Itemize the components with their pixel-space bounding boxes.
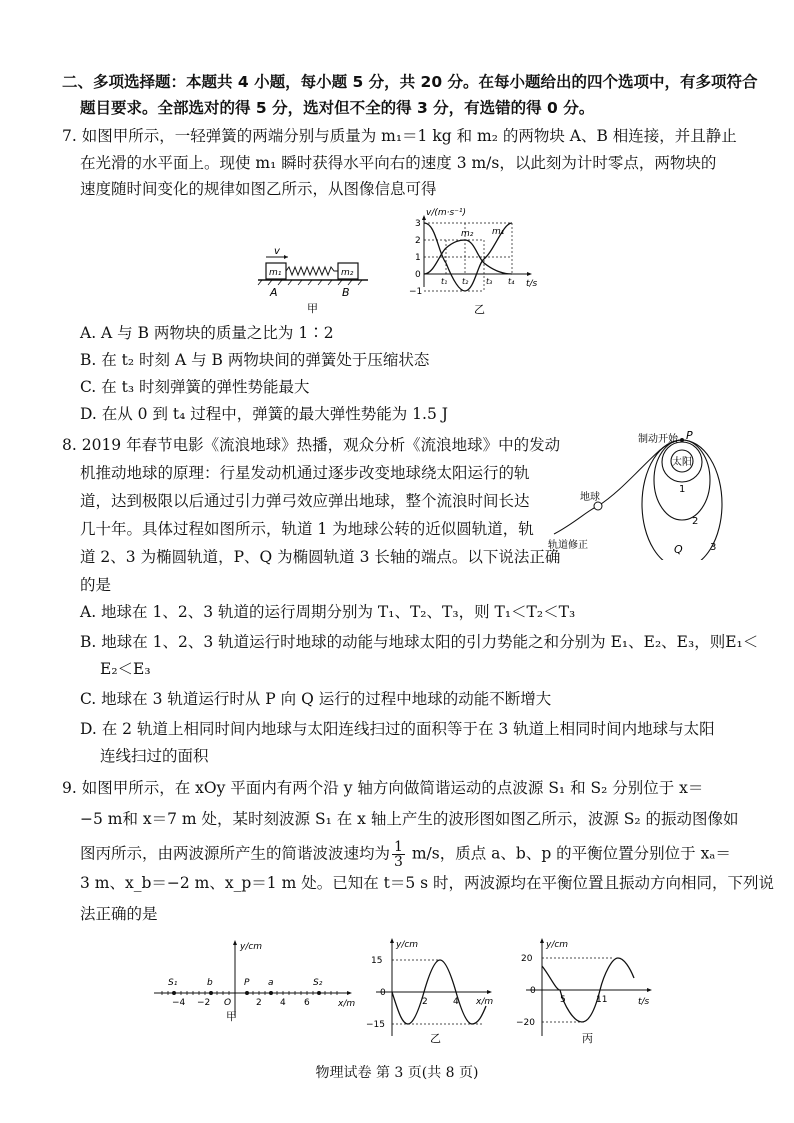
svg-text:O: O	[224, 998, 232, 1008]
q7-option-a: A. A 与 B 两物块的质量之比为 1∶2	[80, 324, 334, 342]
q9-figure-yi	[362, 936, 502, 1044]
svg-text:4: 4	[280, 998, 286, 1008]
q9-text-line1: 9. 如图甲所示，在 xOy 平面内有两个沿 y 轴方向做简谐运动的点波源 S₁ 和 S₂ 分别位于 x＝	[62, 779, 704, 797]
q9-jia-caption: 甲	[226, 1010, 237, 1022]
q9-text-line4: 3 m、x_b＝−2 m、x_p＝1 m 处。已知在 t＝5 s 时，两波源均在平衡位置且振动方向相同，下列说	[80, 874, 775, 892]
svg-text:m₂: m₂	[341, 268, 354, 278]
q7-jia-caption: 甲	[307, 302, 318, 315]
svg-text:S₁: S₁	[168, 978, 178, 988]
svg-text:t₁: t₁	[441, 277, 448, 286]
svg-text:1: 1	[415, 253, 421, 263]
svg-text:15: 15	[371, 956, 383, 966]
q7-yi-xlabel: t/s	[526, 279, 538, 289]
svg-text:4: 4	[453, 997, 459, 1007]
q8-brake-label: 制动开始	[638, 434, 678, 445]
section-heading-line1: 二、多项选择题：本题共 4 小题，每小题 5 分，共 20 分。在每小题给出的四个选项中，有多项符合	[62, 73, 758, 91]
q7-jia-label-a: A	[270, 286, 278, 299]
q8-point-q-label: Q	[674, 543, 683, 556]
q9-fraction: $\frac{1}{3}$	[394, 839, 403, 870]
svg-text:20: 20	[521, 954, 533, 964]
svg-text:2: 2	[256, 998, 262, 1008]
svg-text:0: 0	[415, 270, 421, 280]
q8-text-line6: 的是	[80, 576, 112, 594]
q8-option-b-line1: B. 地球在 1、2、3 轨道运行时地球的动能与地球太阳的引力势能之和分别为 E₁、E₂、E₃，则E₁＜	[80, 633, 759, 651]
svg-text:−2: −2	[197, 998, 211, 1008]
q7-option-b: B. 在 t₂ 时刻 A 与 B 两物块间的弹簧处于压缩状态	[80, 351, 430, 369]
svg-text:x/m: x/m	[476, 997, 494, 1007]
svg-text:b: b	[207, 978, 213, 988]
q9-text-line5: 法正确的是	[80, 905, 158, 923]
q7-yi-caption: 乙	[474, 303, 485, 316]
q9-text-line3: 图丙所示，由两波源所产生的简谐波波速均为 $\frac{1}{3}$ m/s，质点 a、b、p 的平衡位置分别位于 xₐ＝	[80, 839, 731, 870]
svg-text:t/s: t/s	[638, 997, 650, 1007]
q7-yi-ylabel: v/(m·s⁻¹)	[426, 208, 467, 218]
q8-earth	[594, 502, 602, 510]
q8-text-line2: 机推动地球的原理：行星发动机通过逐步改变地球绕太阳运行的轨	[80, 464, 530, 482]
svg-text:5: 5	[560, 995, 566, 1005]
q7-jia-velocity-label: v	[274, 246, 280, 257]
svg-text:y/cm: y/cm	[546, 940, 569, 950]
svg-text:3: 3	[415, 219, 421, 229]
q8-option-a: A. 地球在 1、2、3 轨道的运行周期分别为 T₁、T₂、T₃，则 T₁＜T₂＜T₃	[80, 603, 576, 621]
section-heading-line2: 题目要求。全部选对的得 5 分，选对但不全的得 3 分，有选错的得 0 分。	[80, 99, 595, 117]
q8-earth-label: 地球	[580, 492, 600, 503]
svg-text:t₂: t₂	[462, 277, 469, 286]
svg-text:m₁: m₁	[269, 268, 282, 278]
q8-point-p-label: P	[686, 429, 693, 442]
q9-figure-bing	[512, 936, 662, 1044]
q8-option-d-line1: D. 在 2 轨道上相同时间内地球与太阳连线扫过的面积等于在 3 轨道上相同时间内地球与太阳	[80, 720, 715, 738]
svg-text:y/cm: y/cm	[396, 940, 419, 950]
svg-text:−15: −15	[366, 1020, 385, 1030]
q8-option-d-line2: 连线扫过的面积	[100, 747, 209, 765]
q8-point-p	[680, 438, 684, 442]
svg-text:2: 2	[422, 997, 428, 1007]
q9-figure-jia	[150, 938, 360, 1022]
q9-jia-source-s1	[172, 991, 176, 995]
q9-jia-point-b	[209, 991, 213, 995]
svg-text:11: 11	[596, 995, 608, 1005]
svg-text:t₃: t₃	[486, 277, 493, 286]
q8-text-line3: 道，达到极限以后通过引力弹弓效应弹出地球，整个流浪时间长达	[80, 492, 530, 510]
svg-text:S₂: S₂	[313, 978, 323, 988]
q8-option-c: C. 地球在 3 轨道运行时从 P 向 Q 运行的过程中地球的动能不断增大	[80, 690, 552, 708]
svg-text:3: 3	[710, 542, 717, 553]
q8-trajectory	[554, 440, 682, 534]
svg-text:−20: −20	[516, 1018, 535, 1028]
q9-bing-caption: 丙	[582, 1032, 593, 1044]
q9-jia-point-p	[245, 991, 249, 995]
q9-text-line2: −5 m和 x＝7 m 处，某时刻波源 S₁ 在 x 轴上产生的波形图如图乙所示，波源 S₂ 的振动图像如	[80, 810, 739, 828]
q9-yi-caption: 乙	[430, 1032, 441, 1044]
q8-text-line1: 8. 2019 年春节电影《流浪地球》热播，观众分析《流浪地球》中的发动	[62, 436, 561, 454]
svg-text:0: 0	[380, 988, 386, 998]
q7-yi-label-m2: m₂	[461, 229, 474, 239]
q9-jia-source-s2	[317, 991, 321, 995]
svg-text:0: 0	[530, 986, 536, 996]
q9-jia-point-a	[269, 991, 273, 995]
q8-correction-label: 轨道修正	[548, 540, 588, 551]
q8-orbit-figure	[540, 428, 740, 560]
q7-figure-yi	[408, 203, 548, 319]
q8-option-b-line2: E₂＜E₃	[100, 660, 151, 678]
q7-jia-spring	[286, 267, 338, 275]
q8-text-line4: 几十年。具体过程如图所示，轨道 1 为地球公转的近似圆轨道，轨	[80, 520, 534, 538]
svg-text:2: 2	[415, 236, 421, 246]
q7-option-d: D. 在从 0 到 t₄ 过程中，弹簧的最大弹性势能为 1.5 J	[80, 405, 448, 423]
svg-text:P: P	[244, 978, 250, 988]
svg-text:−4: −4	[172, 998, 186, 1008]
svg-text:t₄: t₄	[508, 277, 515, 286]
q7-text-line3: 速度随时间变化的规律如图乙所示，从图像信息可得	[80, 180, 437, 198]
svg-text:x/m: x/m	[338, 999, 356, 1009]
svg-text:−1: −1	[409, 287, 423, 297]
q7-text-line2: 在光滑的水平面上。现使 m₁ 瞬时获得水平向右的速度 3 m/s，以此刻为计时零点，两物块的	[80, 154, 717, 172]
svg-text:6: 6	[304, 998, 310, 1008]
svg-text:a: a	[268, 978, 274, 988]
q7-figure-jia	[252, 244, 372, 316]
q7-option-c: C. 在 t₃ 时刻弹簧的弹性势能最大	[80, 378, 310, 396]
q8-text-line5: 道 2、3 为椭圆轨道，P、Q 为椭圆轨道 3 长轴的端点。以下说法正确	[80, 548, 561, 566]
q8-sun-label: 太阳	[672, 457, 692, 468]
svg-text:2: 2	[692, 516, 699, 527]
q7-yi-label-m1: m₁	[492, 227, 505, 237]
svg-text:1: 1	[679, 484, 686, 495]
page-footer: 物理试卷 第 3 页(共 8 页)	[315, 1065, 479, 1081]
svg-text:y/cm: y/cm	[240, 942, 263, 952]
q7-text-line1: 7. 如图甲所示，一轻弹簧的两端分别与质量为 m₁＝1 kg 和 m₂ 的两物块 A、B 相连接，并且静止	[62, 127, 737, 145]
q7-jia-label-b: B	[342, 286, 350, 299]
